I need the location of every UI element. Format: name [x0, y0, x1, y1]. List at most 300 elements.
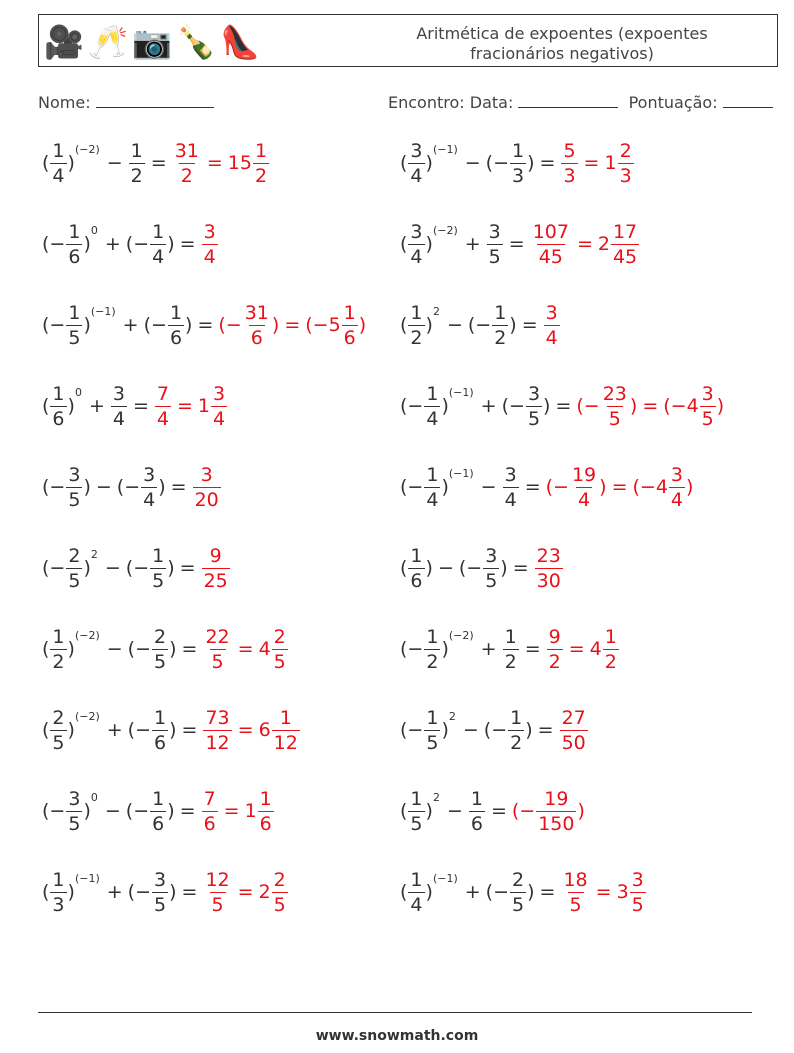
operator: =: [179, 233, 196, 255]
denominator: 4: [670, 488, 683, 511]
fraction: [408, 868, 424, 917]
problem-item: ( $\frac{1}{5}$ ) 2 − $\frac{1}{6}$ = (− $\frac{19}{150}$ ): [400, 787, 585, 835]
fraction: [66, 544, 82, 593]
footer-url: www.snowmath.com: [315, 1028, 479, 1044]
fraction: [618, 139, 634, 188]
fraction: [150, 787, 166, 836]
exponent: (−2): [74, 709, 100, 723]
problem-item: ( $\frac{1}{6}$ ) 0 + $\frac{3}{4}$ = $\frac{7}{4}$ = 1 $\frac{3}{4}$: [42, 371, 228, 441]
numerator: 3: [485, 544, 498, 567]
fraction: [152, 706, 168, 755]
exponent: (−1): [448, 385, 474, 399]
problem-item: ( $\frac{1}{2}$ ) (−2) − (− $\frac{2}{5}$ ) = $\frac{22}{5}$ = 4 $\frac{2}{5}$: [42, 614, 289, 684]
fraction: [141, 463, 157, 512]
denominator: 6: [343, 326, 356, 349]
operator: +: [106, 881, 123, 903]
numerator: 19: [544, 787, 569, 810]
problem-item: ( $\frac{1}{3}$ ) (−1) + (− $\frac{3}{5}$ ) = $\frac{12}{5}$ = 2 $\frac{2}{5}$: [42, 857, 289, 927]
answer: $\frac{9}{2}$ = 4 $\frac{1}{2}$: [548, 625, 617, 673]
denominator: 20: [194, 488, 219, 511]
operator: =: [539, 881, 556, 903]
numerator: 22: [205, 625, 230, 648]
operator: +: [88, 395, 105, 417]
operator: =: [181, 881, 198, 903]
fraction: [503, 625, 519, 674]
denominator: 6: [169, 326, 183, 349]
fraction: [560, 706, 588, 755]
denominator: 4: [410, 245, 423, 268]
denominator: 45: [612, 245, 638, 268]
fraction: [211, 382, 227, 431]
fraction: [424, 463, 440, 512]
fraction: [570, 463, 598, 512]
problem-item: ( $\frac{3}{4}$ ) (−1) − (− $\frac{1}{3}$ ) = $\frac{5}{3}$ = 1 $\frac{2}{3}$: [400, 128, 635, 198]
operator: =: [512, 557, 529, 579]
operator: =: [181, 638, 198, 660]
problem-item: ( $\frac{1}{4}$ ) (−2) − $\frac{1}{2}$ = $\frac{31}{2}$ = 15 $\frac{1}{2}$: [42, 128, 270, 198]
operator: =: [568, 638, 585, 660]
operator: =: [642, 395, 659, 417]
denominator: 3: [563, 164, 576, 187]
fraction: [66, 463, 82, 512]
numerator: 1: [470, 787, 483, 810]
numerator: 3: [212, 382, 226, 405]
denominator: 2: [410, 326, 423, 349]
fraction: [510, 139, 526, 188]
answer: $\frac{12}{5}$ = 2 $\frac{2}{5}$: [205, 868, 286, 916]
numerator: 12: [205, 868, 230, 891]
fraction: [50, 868, 66, 917]
numerator: 31: [244, 301, 269, 324]
numerator: 3: [112, 382, 125, 405]
fraction: [243, 301, 271, 350]
denominator: 4: [578, 488, 591, 511]
fraction: [129, 139, 145, 188]
numerator: 3: [410, 139, 423, 162]
numerator: 1: [426, 463, 439, 486]
exponent: 2: [448, 709, 456, 723]
numerator: 3: [670, 463, 683, 486]
operator: +: [480, 638, 497, 660]
numerator: 2: [512, 868, 525, 891]
denominator: 2: [548, 650, 561, 673]
numerator: 1: [604, 625, 617, 648]
numerator: 1: [410, 868, 423, 891]
problem-item: ( $\frac{2}{5}$ ) (−2) + (− $\frac{1}{6}$ ) = $\frac{73}{12}$ = 6 $\frac{1}{12}$: [42, 695, 301, 765]
numerator: 2: [619, 139, 632, 162]
operator: −: [480, 476, 497, 498]
operator: +: [480, 395, 497, 417]
fraction: [202, 787, 218, 836]
numerator: 1: [254, 139, 268, 162]
operator: =: [223, 800, 240, 822]
operator: =: [583, 152, 600, 174]
numerator: 1: [510, 706, 523, 729]
denominator: 150: [538, 812, 575, 835]
name-label: Nome:: [38, 93, 96, 112]
operator: −: [462, 719, 479, 741]
numerator: 1: [504, 625, 517, 648]
problem-item: ( $\frac{3}{4}$ ) (−2) + $\frac{3}{5}$ = $\frac{107}{45}$ = 2 $\frac{17}{45}$: [400, 209, 640, 279]
numerator: 1: [130, 139, 143, 162]
fraction: [173, 139, 201, 188]
fraction: [408, 139, 424, 188]
operator: +: [106, 719, 123, 741]
denominator: 5: [154, 893, 167, 916]
fraction: [272, 625, 288, 674]
numerator: 1: [68, 301, 81, 324]
exponent: (−1): [432, 871, 458, 885]
denominator: 6: [470, 812, 483, 835]
denominator: 4: [545, 326, 558, 349]
fraction: [253, 139, 269, 188]
numerator: 3: [154, 868, 167, 891]
fraction: [155, 382, 171, 431]
exponent: (−2): [74, 142, 100, 156]
answer: $\frac{73}{12}$ = 6 $\frac{1}{12}$: [205, 706, 298, 754]
numerator: 27: [561, 706, 586, 729]
numerator: 1: [169, 301, 183, 324]
fraction: [547, 625, 563, 674]
denominator: 5: [569, 893, 582, 916]
answer: $\frac{7}{4}$ = 1 $\frac{3}{4}$: [156, 382, 226, 430]
denominator: 12: [273, 731, 298, 754]
fraction: [601, 382, 629, 431]
date-blank[interactable]: [518, 93, 618, 108]
numerator: 1: [494, 301, 507, 324]
denominator: 2: [130, 164, 143, 187]
numerator: 1: [343, 301, 356, 324]
denominator: 4: [203, 245, 216, 268]
operator: =: [206, 152, 223, 174]
denominator: 4: [410, 893, 423, 916]
fraction: [272, 868, 288, 917]
denominator: 5: [410, 812, 423, 835]
fraction: [66, 301, 82, 350]
fraction: [469, 787, 485, 836]
fraction: [508, 706, 524, 755]
operator: =: [539, 152, 556, 174]
denominator: 3: [619, 164, 632, 187]
denominator: 25: [203, 569, 228, 592]
numerator: 1: [259, 787, 272, 810]
fraction: [258, 787, 274, 836]
denominator: 5: [608, 407, 621, 430]
fraction: [526, 382, 542, 431]
operator: =: [237, 881, 254, 903]
operator: −: [464, 152, 481, 174]
denominator: 5: [273, 650, 286, 673]
numerator: 2: [273, 868, 286, 891]
numerator: 2: [52, 706, 65, 729]
denominator: 6: [203, 812, 216, 835]
exponent: 0: [90, 790, 98, 804]
denominator: 4: [410, 164, 423, 187]
fraction: [152, 868, 168, 917]
numerator: 3: [701, 382, 714, 405]
movie-camera-icon: 🎥: [44, 23, 84, 61]
numerator: 3: [68, 787, 81, 810]
problem-item: ( $\frac{1}{6}$ ) − (− $\frac{3}{5}$ ) = $\frac{23}{30}$: [400, 533, 564, 603]
fraction: [111, 382, 127, 431]
denominator: 4: [426, 407, 439, 430]
numerator: 1: [52, 382, 65, 405]
champagne-bottle-icon: 🍾: [176, 23, 216, 61]
numerator: 1: [52, 139, 65, 162]
operator: −: [106, 152, 123, 174]
numerator: 1: [410, 787, 423, 810]
numerator: 9: [548, 625, 561, 648]
operator: +: [464, 233, 481, 255]
footer-divider: [38, 1012, 752, 1013]
operator: =: [611, 476, 628, 498]
fraction: [342, 301, 358, 350]
numerator: 7: [203, 787, 216, 810]
fraction: [66, 787, 82, 836]
numerator: 2: [154, 625, 167, 648]
answer: $\frac{22}{5}$ = 4 $\frac{2}{5}$: [205, 625, 286, 673]
fraction: [408, 544, 424, 593]
exponent: (−1): [74, 871, 100, 885]
numerator: 3: [200, 463, 213, 486]
numerator: 1: [152, 220, 165, 243]
operator: =: [521, 314, 538, 336]
numerator: 1: [279, 706, 292, 729]
operator: =: [170, 476, 187, 498]
numerator: 1: [154, 706, 167, 729]
answer: [201, 544, 231, 593]
problem-item: (− $\frac{1}{5}$ ) (−1) + (− $\frac{1}{6}$ ) = (− $\frac{31}{6}$ ) = (−5 $\frac{1}{6}$ ): [42, 301, 367, 349]
fraction: [50, 139, 66, 188]
answer: $\frac{107}{45}$ = 2 $\frac{17}{45}$: [532, 220, 638, 268]
numerator: 1: [410, 301, 423, 324]
operator: −: [95, 476, 112, 498]
fraction: [531, 220, 571, 269]
fraction: [424, 706, 440, 755]
operator: =: [150, 152, 167, 174]
numerator: 1: [512, 139, 525, 162]
problem-item: (− $\frac{1}{5}$ ) 2 − (− $\frac{1}{2}$ ) = $\frac{27}{50}$: [400, 695, 589, 765]
denominator: 5: [512, 893, 525, 916]
problem-item: (− $\frac{1}{2}$ ) (−2) + $\frac{1}{2}$ = $\frac{9}{2}$ = 4 $\frac{1}{2}$: [400, 614, 620, 684]
camera-icon: 📷: [132, 23, 172, 61]
problem-item: ( $\frac{1}{2}$ ) 2 − (− $\frac{1}{2}$ ) = $\frac{3}{4}$: [400, 290, 561, 360]
fraction: [503, 463, 519, 512]
denominator: 5: [211, 650, 224, 673]
answer: (− $\frac{19}{150}$ ): [511, 787, 585, 835]
fraction: [669, 463, 685, 512]
exponent: (−2): [432, 223, 458, 237]
operator: −: [446, 314, 463, 336]
denominator: 2: [504, 650, 517, 673]
high-heel-icon: 👠: [220, 23, 260, 61]
denominator: 2: [254, 164, 268, 187]
fraction: [168, 301, 184, 350]
operator: −: [104, 557, 121, 579]
name-field: [38, 93, 214, 112]
operator: =: [132, 395, 149, 417]
operator: =: [555, 395, 572, 417]
fraction: [202, 544, 230, 593]
denominator: 5: [631, 893, 644, 916]
numerator: 2: [273, 625, 286, 648]
header-icons: [43, 21, 261, 63]
numerator: 107: [532, 220, 569, 243]
fraction: [536, 787, 576, 836]
denominator: 5: [68, 488, 81, 511]
denominator: 6: [152, 812, 165, 835]
numerator: 3: [143, 463, 156, 486]
denominator: 5: [426, 731, 439, 754]
numerator: 3: [631, 868, 644, 891]
operator: =: [284, 314, 301, 336]
fraction: [424, 625, 440, 674]
fraction: [424, 382, 440, 431]
denominator: 6: [52, 407, 65, 430]
denominator: 4: [504, 488, 517, 511]
numerator: 1: [152, 787, 165, 810]
exponent: 2: [432, 304, 440, 318]
numerator: 1: [52, 625, 65, 648]
denominator: 2: [52, 650, 65, 673]
operator: =: [181, 719, 198, 741]
fraction: [203, 706, 231, 755]
problem-item: (− $\frac{3}{5}$ ) 0 − (− $\frac{1}{6}$ ) = $\frac{7}{6}$ = 1 $\frac{1}{6}$: [42, 776, 275, 846]
operator: −: [437, 557, 454, 579]
denominator: 5: [527, 407, 541, 430]
denominator: 5: [154, 650, 167, 673]
fraction: [408, 220, 424, 269]
fraction: [492, 301, 508, 350]
fraction: [630, 868, 646, 917]
denominator: 5: [485, 569, 498, 592]
answer: $\frac{31}{2}$ = 15 $\frac{1}{2}$: [174, 139, 268, 187]
denominator: 4: [212, 407, 226, 430]
exponent: (−1): [432, 142, 458, 156]
denominator: 12: [205, 731, 230, 754]
operator: −: [106, 638, 123, 660]
worksheet-header: [38, 14, 778, 67]
numerator: 7: [156, 382, 169, 405]
numerator: 1: [152, 544, 165, 567]
fraction: [50, 382, 66, 431]
fraction: [535, 544, 563, 593]
numerator: 19: [571, 463, 597, 486]
answer: [534, 544, 564, 593]
exponent: (−2): [448, 628, 474, 642]
numerator: 3: [203, 220, 216, 243]
operator: =: [237, 719, 254, 741]
numerator: 23: [536, 544, 561, 567]
score-label: Pontuação:: [618, 93, 723, 112]
denominator: 5: [701, 407, 714, 430]
denominator: 30: [536, 569, 561, 592]
answer: $\frac{5}{3}$ = 1 $\frac{2}{3}$: [563, 139, 632, 187]
fraction: [611, 220, 639, 269]
numerator: 31: [174, 139, 199, 162]
fraction: [203, 625, 231, 674]
problem-item: (− $\frac{1}{4}$ ) (−1) − $\frac{3}{4}$ = (− $\frac{19}{4}$ ) = (−4 $\frac{3}{4}$ ): [400, 463, 694, 511]
numerator: 3: [68, 463, 81, 486]
operator: =: [524, 476, 541, 498]
denominator: 5: [52, 731, 65, 754]
answer: (− $\frac{23}{5}$ ) = (−4 $\frac{3}{5}$ ): [576, 382, 725, 430]
operator: −: [104, 800, 121, 822]
denominator: 5: [488, 245, 501, 268]
denominator: 4: [143, 488, 156, 511]
operator: =: [237, 638, 254, 660]
champagne-glasses-icon: 🥂: [88, 23, 128, 61]
operator: =: [508, 233, 525, 255]
denominator: 5: [68, 812, 81, 835]
answer: $\frac{7}{6}$ = 1 $\frac{1}{6}$: [203, 787, 272, 835]
fraction: [152, 625, 168, 674]
score-blank[interactable]: [723, 93, 773, 108]
numerator: 3: [410, 220, 423, 243]
fraction: [408, 787, 424, 836]
numerator: 1: [426, 706, 439, 729]
operator: =: [197, 314, 214, 336]
exponent: (−2): [74, 628, 100, 642]
numerator: 3: [527, 382, 541, 405]
fraction: [193, 463, 221, 512]
fraction: [603, 625, 619, 674]
numerator: 1: [426, 382, 439, 405]
denominator: 45: [538, 245, 563, 268]
fraction: [66, 220, 82, 269]
denominator: 6: [154, 731, 167, 754]
operator: =: [524, 638, 541, 660]
denominator: 4: [52, 164, 65, 187]
numerator: 23: [602, 382, 627, 405]
denominator: 5: [273, 893, 286, 916]
denominator: 50: [561, 731, 586, 754]
numerator: 3: [504, 463, 517, 486]
operator: =: [576, 233, 593, 255]
denominator: 5: [152, 569, 165, 592]
denominator: 4: [112, 407, 125, 430]
exponent: 2: [90, 547, 98, 561]
operator: =: [179, 800, 196, 822]
answer: [201, 220, 219, 269]
answer: (− $\frac{31}{6}$ ) = (−5 $\frac{1}{6}$ ): [218, 301, 367, 349]
denominator: 5: [68, 326, 81, 349]
answer: [559, 706, 589, 755]
fraction: [561, 868, 589, 917]
answer: [192, 463, 222, 512]
numerator: 17: [612, 220, 638, 243]
denominator: 2: [426, 650, 439, 673]
numerator: 2: [68, 544, 81, 567]
denominator: 2: [494, 326, 507, 349]
fraction: [272, 706, 300, 755]
operator: =: [490, 800, 507, 822]
numerator: 1: [68, 220, 81, 243]
exponent: 0: [90, 223, 98, 237]
date-score-fields: [388, 93, 773, 112]
fraction: [202, 220, 218, 269]
fraction: [203, 868, 231, 917]
operator: +: [122, 314, 139, 336]
name-blank[interactable]: [96, 93, 214, 108]
operator: +: [464, 881, 481, 903]
fraction: [150, 220, 166, 269]
worksheet-title: Aritmética de expoentes (expoentes fracionários negativos): [416, 24, 708, 63]
operator: −: [446, 800, 463, 822]
numerator: 1: [410, 544, 423, 567]
fraction: [483, 544, 499, 593]
numerator: 1: [426, 625, 439, 648]
